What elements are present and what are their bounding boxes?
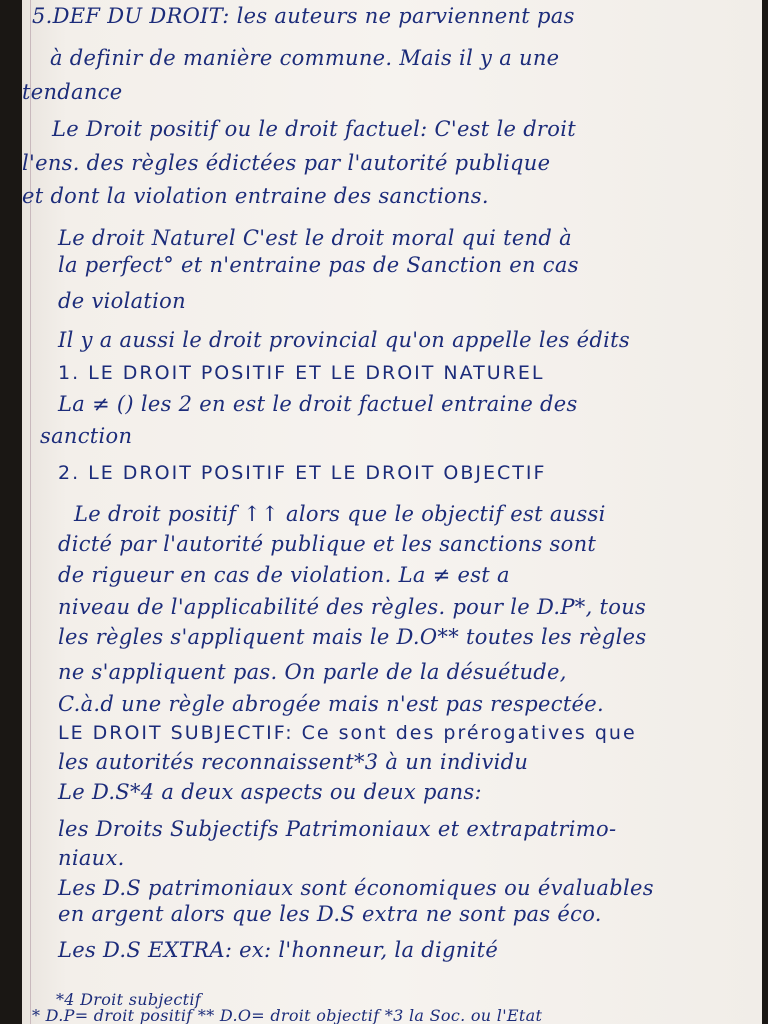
note-line-16: dicté par l'autorité publique et les sanctions sont	[58, 532, 597, 556]
note-line-27: Les D.S patrimoniaux sont économiques ou évaluables	[58, 876, 654, 900]
section-heading-1: 1. LE DROIT POSITIF ET LE DROIT NATUREL	[58, 362, 545, 384]
note-line-20: ne s'appliquent pas. On parle de la désuétude,	[58, 660, 567, 684]
note-line-3: tendance	[22, 80, 123, 104]
note-line-26: niaux.	[58, 846, 125, 870]
note-line-7: Le droit Naturel C'est le droit moral qui tend à	[58, 226, 572, 250]
note-line-15: Le droit positif ↑↑ alors que le objectif est aussi	[74, 502, 606, 526]
note-line-19: les règles s'appliquent mais le D.O** toutes les règles	[58, 625, 647, 649]
note-line-5: l'ens. des règles édictées par l'autorité publique	[22, 151, 551, 175]
note-line-8: la perfect° et n'entraine pas de Sanction en cas	[58, 253, 579, 277]
notebook-page	[22, 0, 762, 1024]
note-line-23: les autorités reconnaissent*3 à un individu	[58, 750, 529, 774]
note-line-6: et dont la violation entraine des sanctions.	[22, 184, 489, 208]
note-line-4: Le Droit positif ou le droit factuel: C'est le droit	[52, 117, 576, 141]
note-line-1: 5.DEF DU DROIT: les auteurs ne parviennent pas	[32, 4, 575, 28]
note-line-17: de rigueur en cas de violation. La ≠ est a	[58, 563, 510, 587]
note-line-21: C.à.d une règle abrogée mais n'est pas respectée.	[58, 692, 604, 716]
footnote-1: *4 Droit subjectif	[56, 990, 202, 1009]
note-line-10: Il y a aussi le droit provincial qu'on appelle les édits	[58, 328, 630, 352]
note-line-13: sanction	[40, 424, 133, 448]
note-line-9: de violation	[58, 289, 186, 313]
note-line-18: niveau de l'applicabilité des règles. pour le D.P*, tous	[58, 595, 647, 619]
note-line-2: à definir de manière commune. Mais il y a une	[50, 46, 560, 70]
section-heading-2: 2. LE DROIT POSITIF ET LE DROIT OBJECTIF	[58, 462, 547, 484]
note-line-28: en argent alors que les D.S extra ne sont pas éco.	[58, 902, 602, 926]
note-line-12: La ≠ () les 2 en est le droit factuel entraine des	[58, 392, 578, 416]
note-line-24: Le D.S*4 a deux aspects ou deux pans:	[58, 780, 482, 804]
note-line-22: LE DROIT SUBJECTIF: Ce sont des prérogatives que	[58, 722, 637, 744]
note-line-29: Les D.S EXTRA: ex: l'honneur, la dignité	[58, 938, 499, 962]
note-line-25: les Droits Subjectifs Patrimoniaux et extrapatrimo-	[58, 817, 617, 841]
footnote-2: * D.P= droit positif ** D.O= droit objectif *3 la Soc. ou l'Etat	[32, 1006, 543, 1024]
